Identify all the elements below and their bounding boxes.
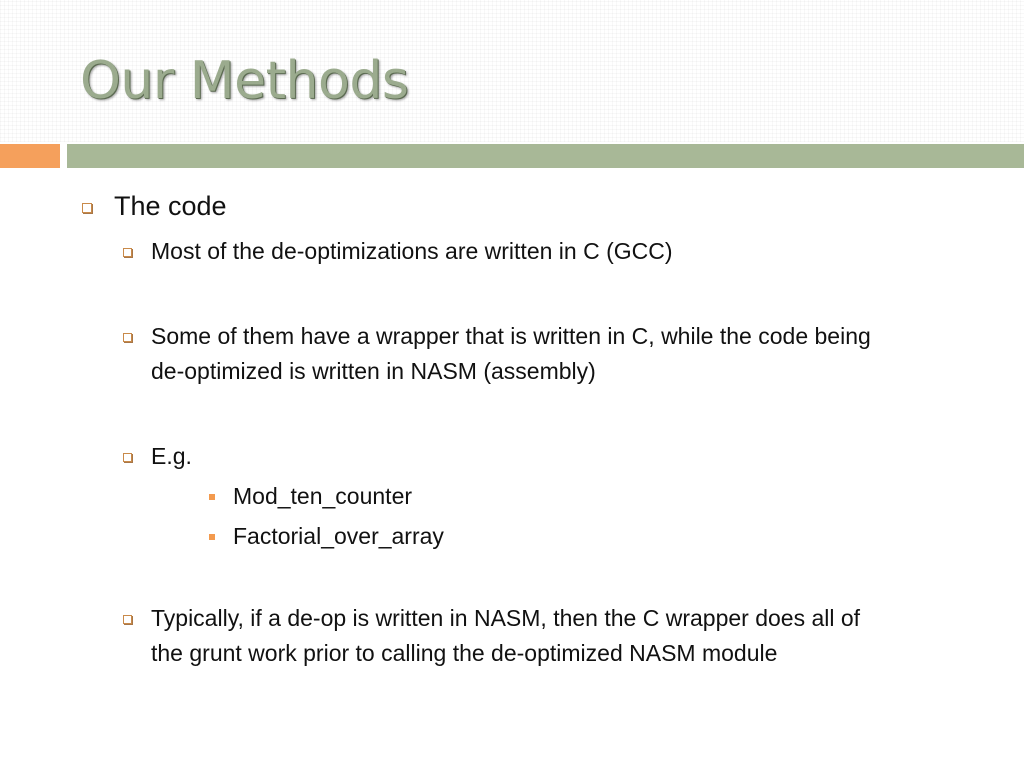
box-bullet-icon <box>82 203 92 213</box>
bullet-eg: E.g. <box>151 443 192 469</box>
box-bullet-icon <box>123 248 132 257</box>
bullet-gcc: Most of the de-optimizations are written in C (GCC) <box>151 238 673 264</box>
bullet-mod-ten-counter: Mod_ten_counter <box>233 483 413 509</box>
bullet-typically-line-2: the grunt work prior to calling the de-optimized NASM module <box>151 640 778 666</box>
box-bullet-icon <box>123 453 132 462</box>
box-bullet-icon <box>123 615 132 624</box>
square-bullet-icon <box>209 534 215 540</box>
bullet-typically-line-1: Typically, if a de-op is written in NASM, then the C wrapper does all of <box>151 605 861 631</box>
box-bullet-icon <box>123 333 132 342</box>
bullet-wrapper-line-2: de-optimized is written in NASM (assembly) <box>151 358 596 384</box>
square-bullet-icon <box>209 494 215 500</box>
bullet-factorial-over-array: Factorial_over_array <box>233 523 444 549</box>
bullet-the-code: The code <box>114 191 227 221</box>
slide-title: Our Methods <box>80 51 409 111</box>
bullet-wrapper-line-1: Some of them have a wrapper that is written in C, while the code being <box>151 323 871 349</box>
